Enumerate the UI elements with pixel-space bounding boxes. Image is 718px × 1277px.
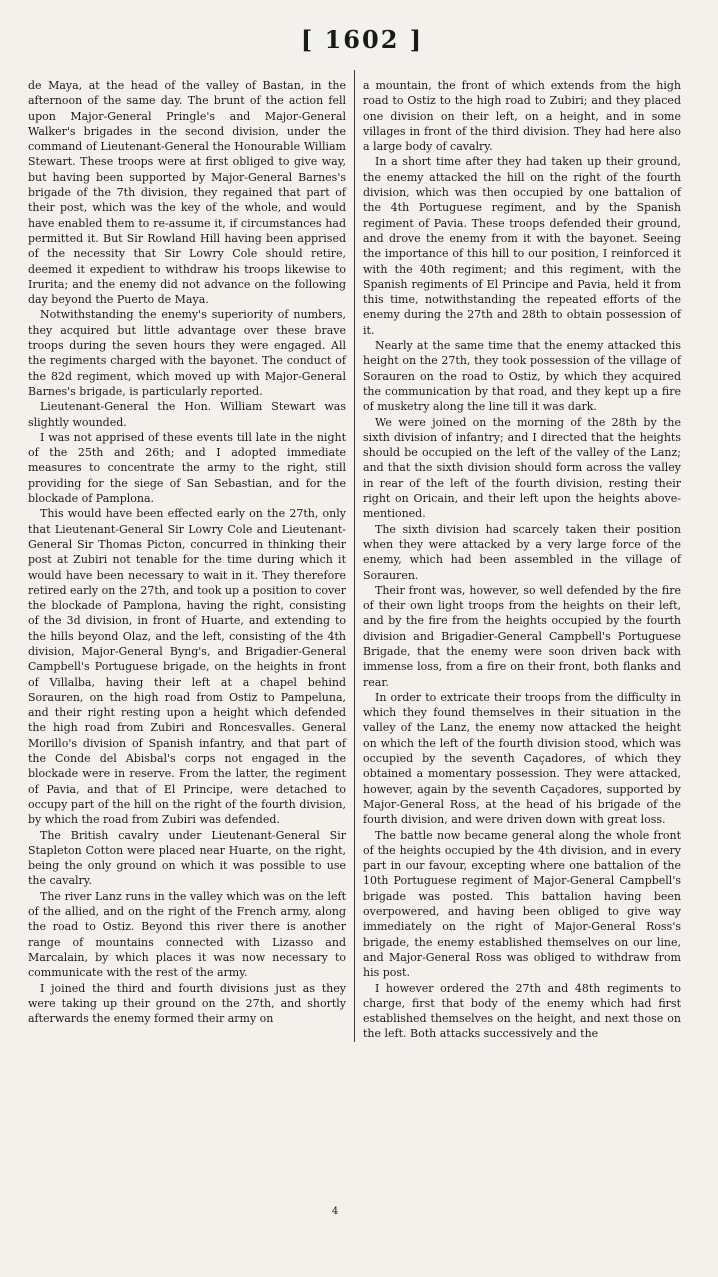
paragraph: I however ordered the 27th and 48th regiments to charge, first that body of the enemy which had first established themselves on the height, and next those on the left. Both attacks successively and the xyxy=(363,981,681,1041)
paragraph: In a short time after they had taken up their ground, the enemy attacked the hill on the right of the fourth division, which was then occupied by one battalion of the 4th Portuguese regiment, and by the Spanish regiment of Pavia. These troops defended their ground, and drove the enemy from it with the bayonet. Seeing the importance of this hill to our position, I reinforced it with the 40th regiment; and this regiment, with the Spanish regiments of El Principe and Pavia, held it from this time, notwithstanding the repeated efforts of the enemy during the 27th and 28th to obtain possession of it. xyxy=(363,155,681,337)
footer-mark: 4 xyxy=(331,1206,339,1217)
paragraph: The battle now became general along the whole front of the heights occupied by the 4th division, and in every part in our favour, excepting where one battalion of the 10th Portuguese regiment of Major-General Campbell's brigade was posted. This battalion having been overpowered, and having been obliged to give way immediately on the right of Major-General Ross's brigade, the enemy established themselves on our line, and Major-General Ross was obliged to withdraw from his post. xyxy=(363,828,681,980)
right-column xyxy=(355,78,681,1042)
paragraph: de Maya, at the head of the valley of Bastan, in the afternoon of the same day. The brunt of the action fell upon Major-General Pringle's and Major-General Walker's brigades in the second division, under the command of Lieutenant-General the Honourable William Stewart. These troops were at first obliged to give way, but having been supported by Major-General Barnes's brigade of the 7th division, they regained that part of their post, which was the key of the whole, and would have enabled them to re-assume it, if circumstances had permitted it. But Sir Rowland Hill having been apprised of the necessity that Sir Lowry Cole should retire, deemed it expedient to withdraw his troops likewise to Irurita; and the enemy did not advance on the following day beyond the Puerto de Maya. xyxy=(28,79,346,307)
text-columns xyxy=(28,78,696,1042)
paragraph: The river Lanz runs in the valley which was on the left of the allied, and on the right of the French army, along the road to Ostiz. Beyond this river there is another range of mountains connected with Lizasso and Marcalain, by which places it was now necessary to communicate with the rest of the army. xyxy=(28,889,346,980)
paragraph: We were joined on the morning of the 28th by the sixth division of infantry; and I directed that the heights should be occupied on the left of the valley of the Lanz; and that the sixth division should form across the valley in rear of the left of the fourth division, resting their right on Oricain, and their left upon the heights above-mentioned. xyxy=(363,415,681,521)
left-column xyxy=(28,78,354,1042)
page-header: [ 1602 ] xyxy=(300,25,424,54)
paragraph: Nearly at the same time that the enemy attacked this height on the 27th, they took possession of the village of Sorauren on the road to Ostiz, by which they acquired the communication by that road, and they kept up a fire of musketry along the line till it was dark. xyxy=(363,339,681,414)
paragraph: Lieutenant-General the Hon. William Stewart was slightly wounded. xyxy=(28,400,346,429)
paragraph: I joined the third and fourth divisions just as they were taking up their ground on the 27th, and shortly afterwards the enemy formed their army on xyxy=(28,981,346,1026)
paragraph: I was not apprised of these events till late in the night of the 25th and 26th; and I adopted immediate measures to concentrate the army to the right, still providing for the siege of San Sebastian, and for the blockade of Pamplona. xyxy=(28,430,346,506)
paragraph: Their front was, however, so well defended by the fire of their own light troops from the heights on their left, and by the fire from the heights occupied by the fourth division and Brigadier-General Campbell's Portuguese Brigade, that the enemy were soon driven back with immense loss, from a fire on their front, both flanks and rear. xyxy=(363,583,681,689)
paragraph: Notwithstanding the enemy's superiority of numbers, they acquired but little advantage over these brave troops during the seven hours they were engaged. All the regiments charged with the bayonet. The conduct of the 82d regiment, which moved up with Major-General Barnes's brigade, is particularly reported. xyxy=(28,308,346,398)
paragraph: This would have been effected early on the 27th, only that Lieutenant-General Sir Lowry Cole and Lieutenant-General Sir Thomas Picton, concurred in thinking their post at Zubiri not tenable for the time during which it would have been necessary to wait in it. They therefore retired early on the 27th, and took up a position to cover the blockade of Pamplona, having the right, consisting of the 3d division, in front of Huarte, and extending to the hills beyond Olaz, and the left, consisting of the 4th division, Major-General Byng's, and Brigadier-General Campbell's Portuguese brigade, on the heights in front of Villalba, having their left at a chapel behind Sorauren, on the high road from Ostiz to Pampeluna, and their right resting upon a height which defended the high road from Zubiri and Roncesvalles. General Morillo's division of Spanish infantry, and that part of the Conde del Abisbal's corps not engaged in the blockade were in reserve. From the latter, the regiment of Pavia, and that of El Principe, were detached to occupy part of the hill on the right of the fourth division, by which the road from Zubiri was defended. xyxy=(28,507,346,827)
paragraph: The British cavalry under Lieutenant-General Sir Stapleton Cotton were placed near Huarte, on the right, being the only ground on which it was possible to use the cavalry. xyxy=(28,828,346,888)
paragraph: In order to extricate their troops from the difficulty in which they found themselves in their situation in the valley of the Lanz, the enemy now attacked the height on which the left of the fourth division stood, which was occupied by the seventh Caçadores, of which they obtained a momentary possession. They were attacked, however, again by the seventh Caçadores, supported by Major-General Ross, at the head of his brigade of the fourth division, and were driven down with great loss. xyxy=(363,690,681,827)
paragraph: The sixth division had scarcely taken their position when they were attacked by a very large force of the enemy, which had been assembled in the village of Sorauren. xyxy=(363,522,681,582)
paragraph: a mountain, the front of which extends from the high road to Ostiz to the high road to Zubiri; and they placed one division on their left, on a height, and in some villages in front of the third division. They had here also a large body of cavalry. xyxy=(363,79,681,154)
